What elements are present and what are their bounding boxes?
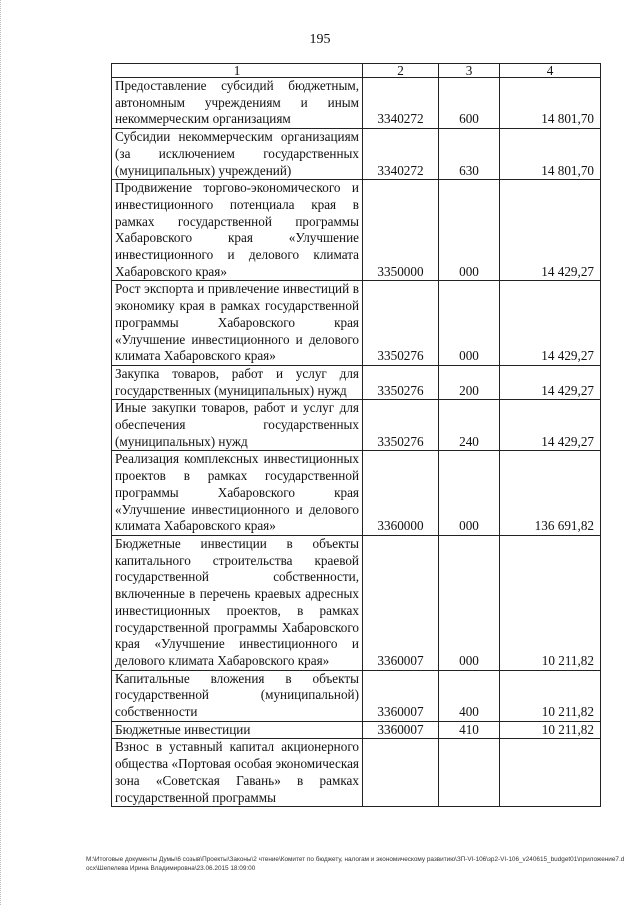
row-sum: 10 211,82 <box>500 670 601 721</box>
row-type: 000 <box>439 180 500 281</box>
budget-table <box>111 63 601 807</box>
header-col-4: 4 <box>500 64 601 78</box>
row-code: 3350276 <box>363 400 439 451</box>
row-sum: 14 429,27 <box>500 365 601 399</box>
row-sum: 14 801,70 <box>500 129 601 180</box>
table-row <box>112 180 601 281</box>
row-code: 3350276 <box>363 281 439 366</box>
row-type: 240 <box>439 400 500 451</box>
page-number: 195 <box>309 32 331 47</box>
row-type: 630 <box>439 129 500 180</box>
row-type: 000 <box>439 451 500 536</box>
row-name: Субсидии некоммерческим организациям (за исключением государственных (муниципальных) учреждений) <box>112 129 363 180</box>
row-name: Реализация комплексных инвестиционных проектов в рамках государственной программы Хабаровского края «Улучшение инвестиционного и делового климата Хабаровского края» <box>112 451 363 536</box>
row-code <box>363 739 439 807</box>
table-row <box>112 535 601 670</box>
header-col-3: 3 <box>439 64 500 78</box>
row-type: 400 <box>439 670 500 721</box>
row-sum: 14 429,27 <box>500 180 601 281</box>
table-row <box>112 451 601 536</box>
table-row <box>112 281 601 366</box>
row-type: 200 <box>439 365 500 399</box>
row-name: Предоставление субсидий бюджетным, автономным учреждениям и иным некоммерческим организациям <box>112 78 363 129</box>
row-sum: 10 211,82 <box>500 721 601 739</box>
scan-edge <box>0 0 4 905</box>
row-sum: 14 801,70 <box>500 78 601 129</box>
table-row <box>112 721 601 739</box>
row-sum <box>500 739 601 807</box>
row-name: Бюджетные инвестиции <box>112 721 363 739</box>
row-sum: 14 429,27 <box>500 400 601 451</box>
row-sum: 136 691,82 <box>500 451 601 536</box>
row-code: 3360000 <box>363 451 439 536</box>
row-type: 000 <box>439 281 500 366</box>
row-code: 3360007 <box>363 721 439 739</box>
row-type: 000 <box>439 535 500 670</box>
row-name: Закупка товаров, работ и услуг для государственных (муниципальных) нужд <box>112 365 363 399</box>
row-code: 3360007 <box>363 670 439 721</box>
table-row <box>112 365 601 399</box>
row-type: 600 <box>439 78 500 129</box>
row-name: Взнос в уставный капитал акционерного общества «Портовая особая экономическая зона «Советская Гавань» в рамках государственной программы <box>112 739 363 807</box>
row-code: 3340272 <box>363 129 439 180</box>
row-code: 3350000 <box>363 180 439 281</box>
row-code: 3340272 <box>363 78 439 129</box>
row-type <box>439 739 500 807</box>
table-header-row <box>112 64 601 78</box>
table-row <box>112 739 601 807</box>
table-row <box>112 129 601 180</box>
table-row <box>112 400 601 451</box>
header-col-1: 1 <box>112 64 363 78</box>
row-name: Капитальные вложения в объекты государственной (муниципальной) собственности <box>112 670 363 721</box>
row-sum: 14 429,27 <box>500 281 601 366</box>
document-path-footer: M:\Итоговые документы Думы\6 созыв\Проекты\Законы\2 чтение\Комитет по бюджету, налогам и экономическому развитию\ЗП-VI-106\зр2-VI-106_v240615_budget01\приложение7.docx\Шепелева Ирина Владимировна\23.06.2015 18:09:00 <box>86 856 625 872</box>
row-code: 3360007 <box>363 535 439 670</box>
row-name: Бюджетные инвестиции в объекты капитального строительства краевой государственной собственности, включенные в перечень краевых адресных инвестиционных проектов, в рамках государственной программы Хабаровского края «Улучшение инвестиционного и делового климата Хабаровского края» <box>112 535 363 670</box>
table-row <box>112 670 601 721</box>
table-row <box>112 78 601 129</box>
row-name: Рост экспорта и привлечение инвестиций в экономику края в рамках государственной программы Хабаровского края «Улучшение инвестиционного и делового климата Хабаровского края» <box>112 281 363 366</box>
row-sum: 10 211,82 <box>500 535 601 670</box>
header-col-2: 2 <box>363 64 439 78</box>
row-name: Продвижение торгово-экономического и инвестиционного потенциала края в рамках государственной программы Хабаровского края «Улучшение инвестиционного и делового климата Хабаровского края» <box>112 180 363 281</box>
row-type: 410 <box>439 721 500 739</box>
row-code: 3350276 <box>363 365 439 399</box>
row-name: Иные закупки товаров, работ и услуг для обеспечения государственных (муниципальных) нужд <box>112 400 363 451</box>
